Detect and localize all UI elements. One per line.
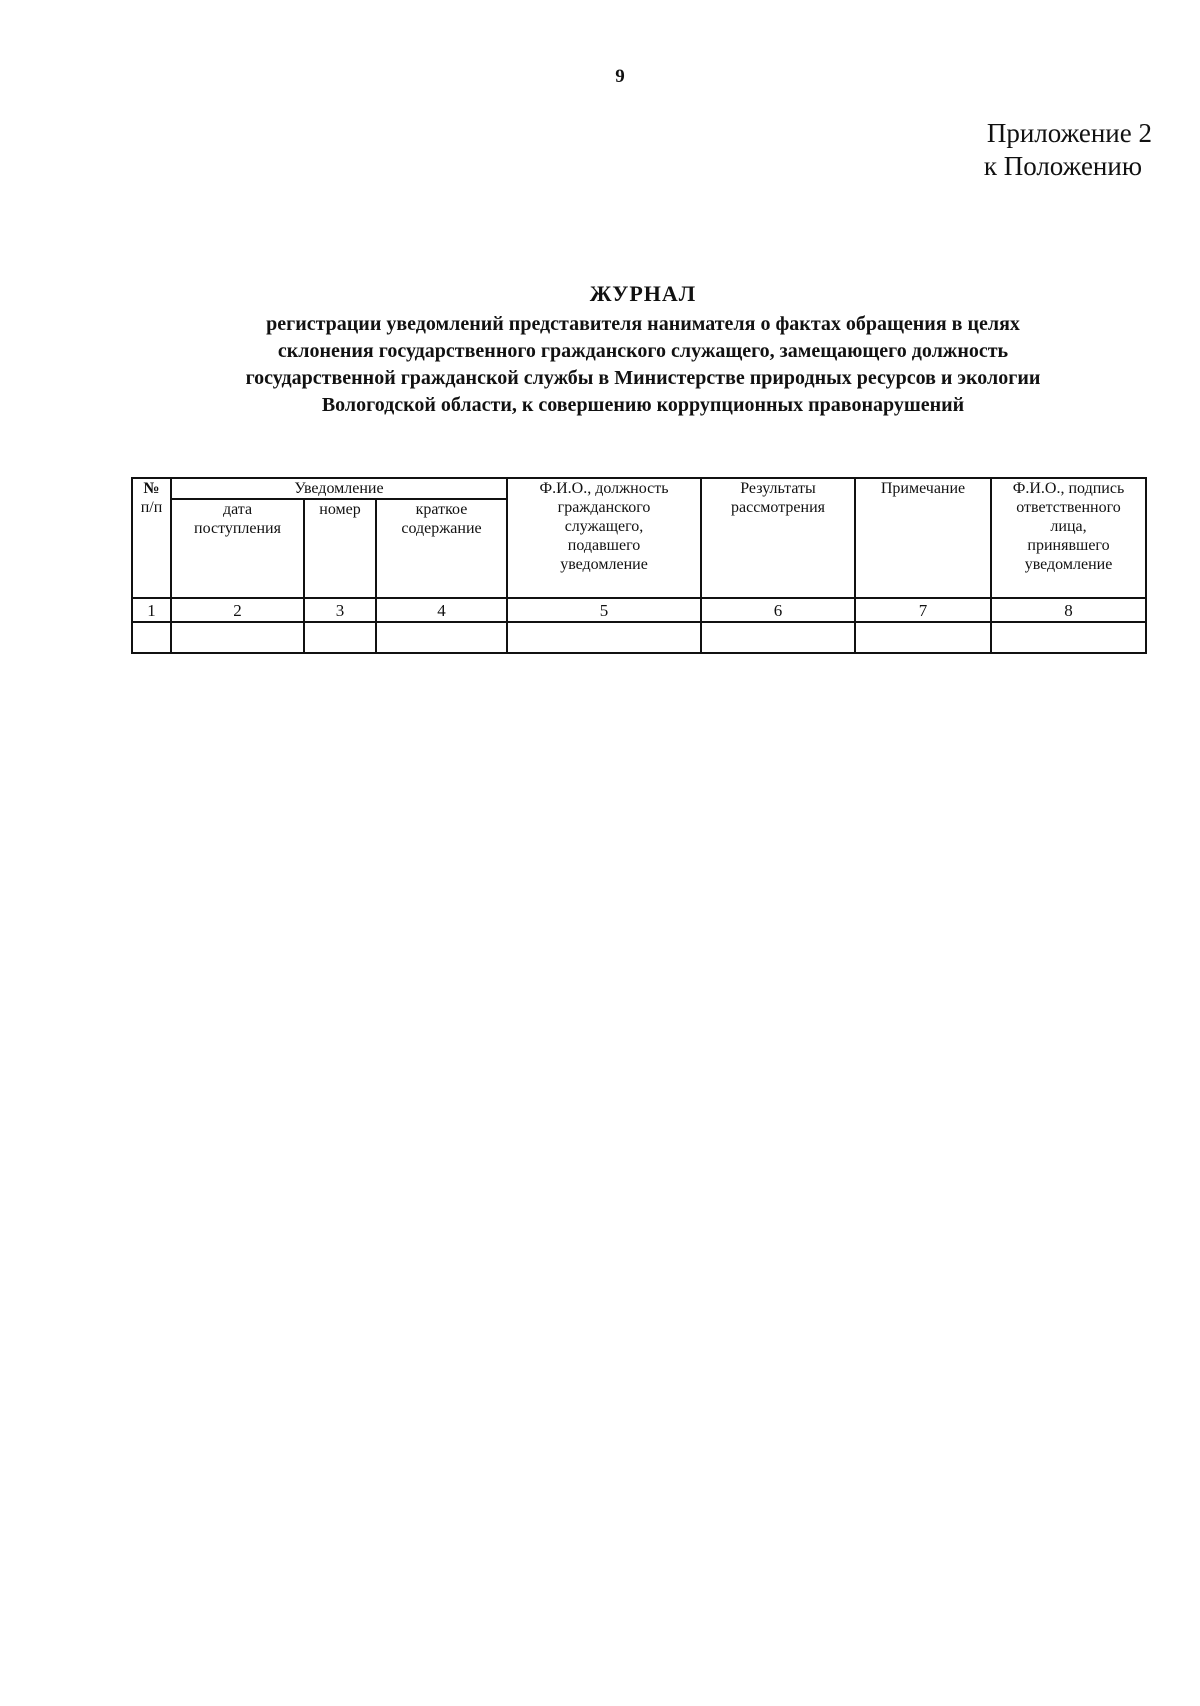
document-title <box>120 279 1166 419</box>
title-line-4: Вологодской области, к совершению коррупционных правонарушений <box>321 394 965 416</box>
table-cell <box>304 622 376 653</box>
table-row <box>132 622 1146 653</box>
header-responsible: Ф.И.О., подпись ответственного лица, принявшего уведомление <box>991 478 1146 598</box>
header-results: Результаты рассмотрения <box>701 478 855 598</box>
title-subtitle <box>120 311 1166 419</box>
column-number: 5 <box>507 598 701 622</box>
column-number: 4 <box>376 598 507 622</box>
header-notification: Уведомление <box>171 478 507 499</box>
table-cell <box>701 622 855 653</box>
appendix-label <box>984 117 1152 183</box>
header-note: Примечание <box>855 478 991 598</box>
column-number: 8 <box>991 598 1146 622</box>
title-line-1: регистрации уведомлений представителя нанимателя о фактах обращения в целях <box>266 313 1020 335</box>
journal-table <box>131 477 1147 654</box>
page-number: 9 <box>615 66 625 87</box>
title-line-3: государственной гражданской службы в Министерстве природных ресурсов и экологии <box>245 367 1041 389</box>
title-main: ЖУРНАЛ <box>589 281 697 306</box>
table-cell <box>991 622 1146 653</box>
header-num: № п/п <box>132 478 171 598</box>
column-number: 6 <box>701 598 855 622</box>
column-number: 7 <box>855 598 991 622</box>
table-cell <box>376 622 507 653</box>
column-number: 3 <box>304 598 376 622</box>
title-line-2: склонения государственного гражданского служащего, замещающего должность <box>277 340 1009 362</box>
table-header-row-1 <box>132 478 1146 499</box>
header-number: номер <box>304 499 376 598</box>
table-cell <box>132 622 171 653</box>
column-number: 2 <box>171 598 304 622</box>
table-cell <box>507 622 701 653</box>
header-summary: краткое содержание <box>376 499 507 598</box>
table-cell <box>171 622 304 653</box>
appendix-line-2: к Положению <box>983 151 1142 181</box>
header-fio-position: Ф.И.О., должность гражданского служащего, подавшего уведомление <box>507 478 701 598</box>
appendix-line-1: Приложение 2 <box>986 118 1152 148</box>
table-cell <box>855 622 991 653</box>
column-number-row <box>132 598 1146 622</box>
column-number: 1 <box>132 598 171 622</box>
header-date: дата поступления <box>171 499 304 598</box>
